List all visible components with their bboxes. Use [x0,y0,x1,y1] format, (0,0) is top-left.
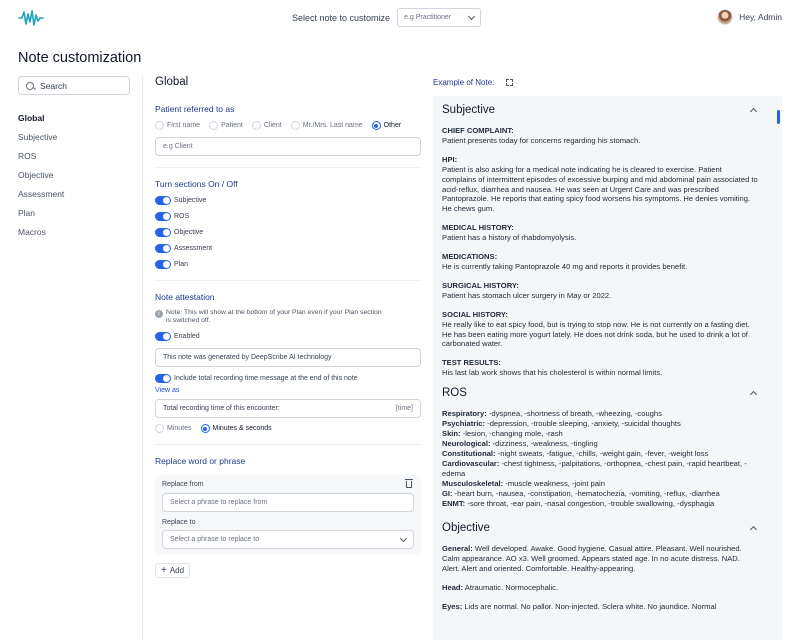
preview-content [433,96,782,612]
note-select-placeholder: e.g Practitioner [404,14,452,21]
subjective-field [442,126,758,146]
patient-referred-title: Patient referred to as [155,104,235,114]
user-greeting: Hey, Admin [739,12,782,22]
radio-label: Client [263,122,282,129]
sidebar-item-plan[interactable]: Plan [18,208,36,218]
radio-label: First name [167,122,201,129]
recording-time-label: Include total recording time message at the end of this note [174,375,358,382]
field-text: Patient presents today for concerns regarding his stomach. [442,135,641,145]
ros-line [442,489,758,499]
ros-system-label: Respiratory: [442,409,487,419]
sidebar-item-global[interactable]: Global [18,113,45,123]
radio-first-name[interactable] [155,121,200,130]
ros-line [442,459,758,479]
toggle-row-subjective [155,196,421,205]
example-header [433,78,513,87]
objective-fields [442,544,758,612]
field-heading: MEDICATIONS: [442,252,498,262]
objective-field-text: Atraumatic. Normocephalic. [463,583,559,593]
ros-findings: -heart burn, -nausea, -constipation, -hematochezia, -vomiting, -reflux, -diarrhea [452,489,720,499]
ros-system-label: Psychiatric: [442,419,486,429]
attestation-enabled-row [155,332,421,341]
attestation-text-value: This note was generated by DeepScribe AI technology [163,354,332,361]
subjective-field [442,155,758,214]
objective-field-label: General: [442,544,473,554]
ros-findings: -night sweats, -fatigue, -chills, -weight gain, -fever, -weight loss [495,449,709,459]
objective-title: Objective [442,522,490,535]
ros-lines [442,409,758,509]
section-divider [155,167,421,168]
chevron-down-icon [468,12,475,19]
radio-circle[interactable] [155,121,164,130]
toggle-label: Plan [174,261,189,268]
ros-findings: -depression, -trouble sleeping, -anxiety, -suicidal thoughts [485,419,681,429]
recording-time-suffix: [time] [395,405,413,412]
ros-line [442,479,758,489]
radio-circle[interactable] [291,121,300,130]
objective-field-text: Lids are normal. No pallor. Non-injected. Sclera white. No jaundice. Normal [462,602,717,612]
ros-line [442,449,758,459]
section-divider [155,280,421,281]
objective-field [442,602,758,612]
recording-time-row [155,374,421,383]
add-label: Add [169,566,185,575]
sidebar-item-ros[interactable]: ROS [18,151,37,161]
expand-icon[interactable] [506,79,513,86]
toggle-switch-plan[interactable] [155,260,171,269]
field-heading: MEDICAL HISTORY: [442,223,514,233]
replace-to-select[interactable] [162,530,414,549]
objective-field-label: Eyes: [442,602,463,612]
top-bar [0,0,800,36]
radio-label: Mr./Mrs. Last name [302,122,363,129]
example-label: Example of Note: [433,78,495,87]
ros-header[interactable] [442,387,758,399]
radio-circle[interactable] [209,121,218,130]
ros-system-label: Cardiovascular: [442,459,500,469]
radio-circle[interactable] [201,424,210,433]
settings-title: Global [155,76,189,88]
objective-field-label: Head: [442,583,464,593]
replace-title: Replace word or phrase [155,456,246,466]
objective-field [442,544,758,574]
ros-findings: -chest tightness, -palpitations, -orthopnea, -chest pain, -rapid heartbeat, -edema [442,459,747,479]
radio-last-name[interactable] [291,121,363,130]
note-select-label: Select note to customize [292,12,391,23]
sidebar-item-macros[interactable]: Macros [18,227,46,237]
info-icon: i [155,310,163,318]
avatar[interactable] [717,9,733,25]
sidebar [18,76,130,245]
replace-from-row [162,481,414,488]
radio-minutes-seconds[interactable] [201,424,272,433]
toggle-row-plan [155,260,421,269]
sidebar-item-subjective[interactable]: Subjective [18,132,58,142]
chevron-down-icon [400,534,407,541]
field-text: He is currently taking Pantoprazole 40 mg and reports it provides benefit. [442,261,688,271]
plus-icon: + [161,564,167,576]
subjective-field [442,252,758,272]
radio-circle[interactable] [372,121,381,130]
subjective-title: Subjective [442,104,496,116]
ros-line [442,439,758,449]
objective-header[interactable] [442,522,758,534]
toggle-row-ros [155,212,421,221]
ros-findings: -dizziness, -weakness, -tingling [490,439,598,449]
ros-title: ROS [442,387,467,400]
subjective-field [442,281,758,301]
toggle-switch-ros[interactable] [155,212,171,221]
ros-line [442,419,758,429]
preview-scrollbar[interactable] [777,110,780,124]
ros-findings: -lesion, -changing mole, -rash [460,429,563,439]
chevron-up-icon[interactable] [750,526,757,533]
settings-panel [155,76,421,578]
field-text: Patient has stomach ulcer surgery in May or 2022. [442,290,612,300]
recording-time-input[interactable] [155,399,421,418]
replace-from-label: Replace from [162,481,204,488]
toggle-row-assessment [155,244,421,253]
ros-system-label: Constitutional: [442,449,496,459]
radio-circle[interactable] [155,424,164,433]
radio-minutes[interactable] [155,424,192,433]
note-select-dropdown[interactable] [397,8,481,27]
toggle-switch-assessment[interactable] [155,244,171,253]
toggle-row-objective [155,228,421,237]
objective-field [442,583,758,593]
radio-circle[interactable] [252,121,261,130]
radio-label: Patient [221,122,243,129]
toggle-switch-attestation[interactable] [155,332,171,341]
radio-label: Minutes & seconds [212,425,272,432]
note-preview[interactable] [433,96,782,640]
radio-label: Minutes [167,425,192,432]
radio-other[interactable] [372,121,402,130]
ros-system-label: Skin: [442,429,461,439]
objective-field-text: Well developed. Awake. Good hygiene. Casual attire. Pleasant. Well nourished. Calm appearance. AO x3. Well groomed. Appears stated age. In no acute distress. NAD. Alert. Alert and oriented. Comfortable. Healthy-appearing. [442,544,742,574]
toggle-label: Assessment [174,245,213,252]
replace-to-placeholder: Select a phrase to replace to [170,536,260,543]
ros-system-label: Musculoskeletal: [442,479,504,489]
attestation-note-text: Note: This will show at the bottom of your Plan even if your Plan section is switched off. [166,309,382,324]
attestation-text-input[interactable] [155,348,421,367]
field-heading: HPI: [442,154,458,164]
section-divider [155,444,421,445]
subjective-fields [442,126,758,378]
attestation-enabled-label: Enabled [174,333,200,340]
ros-findings: -sore throat, -ear pain, -nasal congestion, -trouble swallowing, -dysphagia [465,499,715,509]
field-text: Patient is also asking for a medical note indicating he is cleared to exercise. Patient complains of intermittent episodes of excessive burping and mid abdominal pain associated to acid-reflux, diarrhea and nausea. He was seen at Urgent Care and was prescribed Pantoprazole. He reports that eating spicy food worsens his symptoms. He denies vomiting. He chews gum. [442,164,758,214]
view-as-link[interactable]: View as [155,387,180,394]
replace-card [155,475,421,555]
patient-referred-options [155,121,421,130]
ros-system-label: ENMT: [442,499,466,509]
toggle-label: Subjective [174,197,207,204]
chevron-up-icon[interactable] [750,391,757,398]
attestation-note [155,309,421,325]
radio-client[interactable] [252,121,282,130]
field-text: His last lab work shows that his cholesterol is within normal limits. [442,368,663,378]
ros-system-label: GI: [442,489,453,499]
patient-referred-input[interactable] [155,137,421,156]
field-heading: SOCIAL HISTORY: [442,309,508,319]
sidebar-item-assessment[interactable]: Assessment [18,189,65,199]
subjective-field [442,310,758,350]
ros-findings: -dyspnea, -shortness of breath, -wheezing, -coughs [486,409,662,419]
sidebar-item-objective[interactable]: Objective [18,170,54,180]
toggle-switch-objective[interactable] [155,228,171,237]
time-format-options [155,424,421,433]
ros-line [442,409,758,419]
field-heading: SURGICAL HISTORY: [442,280,519,290]
replace-from-placeholder: Select a phrase to replace from [170,499,268,506]
toggle-switch-subjective[interactable] [155,196,171,205]
column-divider [142,76,143,640]
toggle-label: Objective [174,229,204,236]
ros-system-label: Neurological: [442,439,491,449]
subjective-header[interactable] [442,104,758,116]
radio-label: Other [383,122,402,129]
field-text: He really like to eat spicy food, but is trying to stop now. He is not currently on a fasting diet. He has been eating more yogurt lately. He does not drink soda, but he used to drink a lot of carbonated water. [442,319,750,349]
patient-referred-placeholder: e.g Client [163,143,193,150]
radio-patient[interactable] [209,121,243,130]
search-icon [26,82,34,90]
attestation-title: Note attestation [155,292,215,302]
user-menu[interactable] [717,9,782,25]
ros-findings: -muscle weakness, -joint pain [503,479,605,489]
chevron-up-icon[interactable] [750,108,757,115]
search-input[interactable] [18,76,130,95]
subjective-field [442,223,758,243]
replace-from-input[interactable] [162,493,414,512]
subjective-field [442,358,758,378]
field-text: Patient has a history of rhabdomyolysis. [442,233,577,243]
toggle-switch-recording-time[interactable] [155,374,171,383]
toggle-label: ROS [174,213,190,220]
field-heading: TEST RESULTS: [442,358,501,368]
note-select-group [292,8,481,27]
deepscribe-logo-icon[interactable] [18,9,44,27]
trash-icon[interactable] [406,481,412,488]
field-heading: CHIEF COMPLAINT: [442,126,514,135]
sections-toggle-title: Turn sections On / Off [155,179,238,189]
ros-line [442,499,758,509]
page-title: Note customization [18,50,142,66]
recording-time-text: Total recording time of this encounter: [163,405,280,412]
search-placeholder: Search [40,80,67,91]
add-replace-button[interactable] [155,563,190,578]
ros-line [442,429,758,439]
sidebar-nav [18,112,130,245]
replace-to-label: Replace to [162,519,196,526]
